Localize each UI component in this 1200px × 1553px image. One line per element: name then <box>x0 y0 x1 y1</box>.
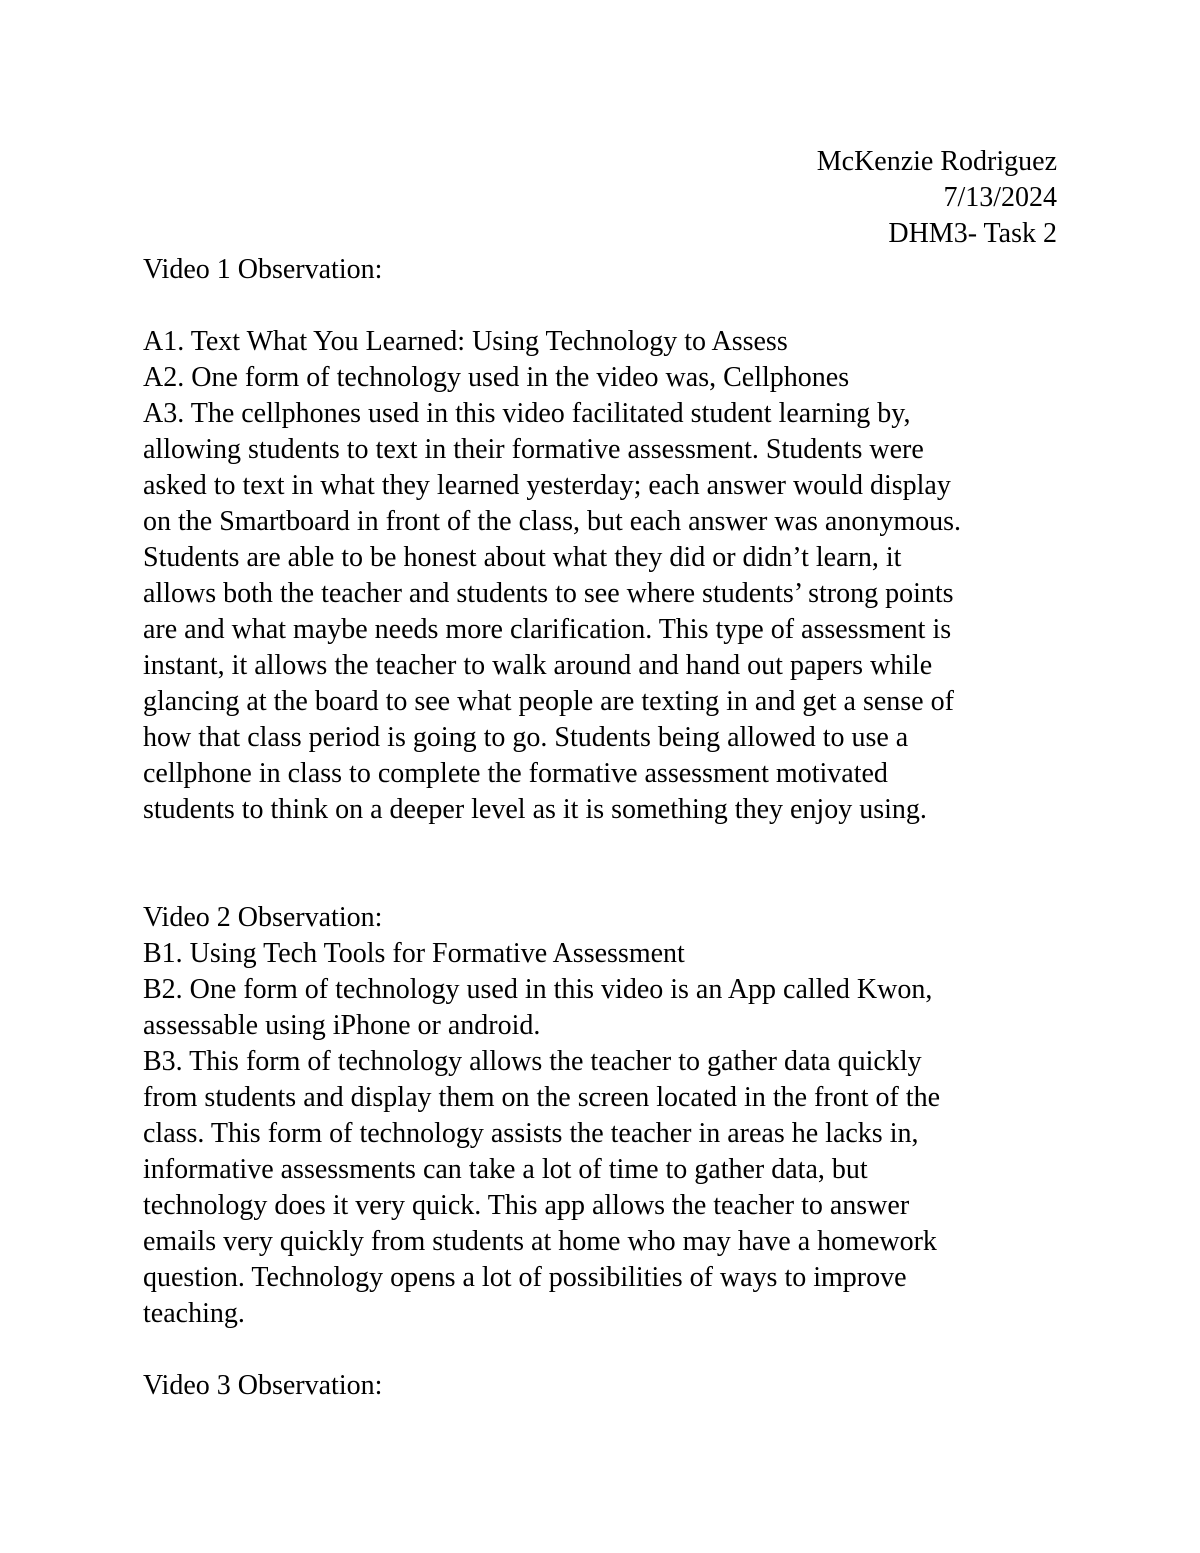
answer-a3-line: A3. The cellphones used in this video facilitated student learning by, <box>143 398 911 429</box>
answer-a3-line: Students are able to be honest about what they did or didn’t learn, it <box>143 542 902 573</box>
answer-b3-line: B3. This form of technology allows the teacher to gather data quickly <box>143 1046 922 1077</box>
answer-b3-line: emails very quickly from students at home who may have a homework <box>143 1226 937 1257</box>
video2-heading: Video 2 Observation: <box>143 902 383 933</box>
answer-b3-line: from students and display them on the screen located in the front of the <box>143 1082 941 1113</box>
answer-a3-line: glancing at the board to see what people are texting in and get a sense of <box>143 686 954 717</box>
answer-b3-line: teaching. <box>143 1298 245 1329</box>
answer-a3-line: how that class period is going to go. Students being allowed to use a <box>143 722 909 753</box>
answer-b2-line: assessable using iPhone or android. <box>143 1010 541 1041</box>
answer-a3-line: are and what maybe needs more clarification. This type of assessment is <box>143 614 952 645</box>
answer-a3-line: students to think on a deeper level as it is something they enjoy using. <box>143 794 927 825</box>
answer-a3-line: allows both the teacher and students to see where students’ strong points <box>143 578 954 609</box>
answer-a1: A1. Text What You Learned: Using Technology to Assess <box>143 326 788 357</box>
answer-b3-line: informative assessments can take a lot of time to gather data, but <box>143 1154 868 1185</box>
answer-a3-line: instant, it allows the teacher to walk around and hand out papers while <box>143 650 933 681</box>
answer-a2: A2. One form of technology used in the video was, Cellphones <box>143 362 850 393</box>
answer-a3-line: allowing students to text in their formative assessment. Students were <box>143 434 924 465</box>
answer-b1: B1. Using Tech Tools for Formative Assessment <box>143 938 685 969</box>
video3-heading: Video 3 Observation: <box>143 1370 383 1401</box>
answer-b3-line: technology does it very quick. This app allows the teacher to answer <box>143 1190 910 1221</box>
answer-b3-line: question. Technology opens a lot of possibilities of ways to improve <box>143 1262 907 1293</box>
answer-a3-line: cellphone in class to complete the formative assessment motivated <box>143 758 888 789</box>
document-date: 7/13/2024 <box>943 182 1057 213</box>
answer-a3-line: asked to text in what they learned yesterday; each answer would display <box>143 470 951 501</box>
course-task: DHM3- Task 2 <box>888 218 1057 249</box>
author-name: McKenzie Rodriguez <box>816 146 1057 177</box>
document-header <box>817 144 1057 252</box>
answer-b3-line: class. This form of technology assists the teacher in areas he lacks in, <box>143 1118 919 1149</box>
answer-b2-line: B2. One form of technology used in this video is an App called Kwon, <box>143 974 933 1005</box>
answer-a3-line: on the Smartboard in front of the class, but each answer was anonymous. <box>143 506 962 537</box>
video1-heading: Video 1 Observation: <box>143 254 383 285</box>
